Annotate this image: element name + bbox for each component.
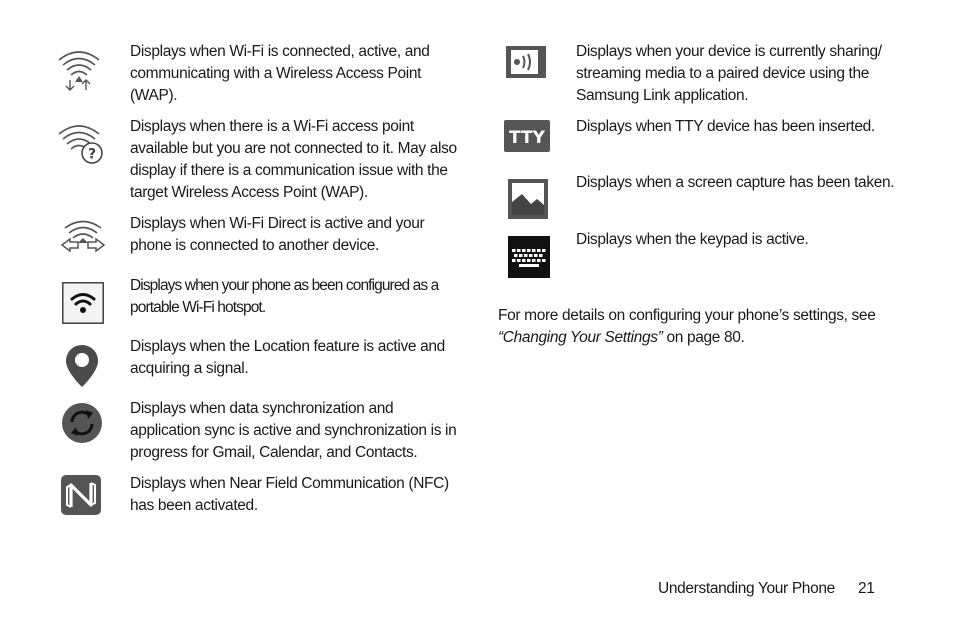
footer-section-title: Understanding Your Phone [658, 580, 835, 597]
settings-note-text: For more details on configuring your phone’s settings, see [498, 307, 876, 324]
tty-description: Displays when TTY device has been inserted. [576, 118, 875, 135]
screenshot-icon [507, 178, 549, 220]
location-icon [65, 344, 99, 388]
nfc-description: Displays when Near Field Communication (NFC) has been activated. [130, 475, 449, 514]
media-sharing-description: Displays when your device is currently sharing/ streaming media to a paired device using the Samsung Link application. [576, 43, 882, 104]
wifi-available-icon [56, 120, 104, 168]
wifi-direct-description: Displays when Wi-Fi Direct is active and your phone is connected to another device. [130, 215, 425, 254]
keypad-icon [508, 236, 550, 278]
settings-note [498, 305, 918, 349]
page-number: 21 [858, 580, 875, 597]
settings-note-page: on page 80. [662, 329, 745, 346]
media-sharing-icon [505, 45, 547, 79]
sync-icon [61, 402, 103, 444]
tty-icon-label: TTY [509, 128, 545, 148]
wifi-available-description: Displays when there is a Wi-Fi access point available but you are not connected to it. May also display if there is a communication issue with the target Wireless Access Point (WAP). [130, 118, 457, 201]
wifi-active-icon [56, 46, 102, 92]
nfc-icon [61, 475, 101, 515]
location-description: Displays when the Location feature is active and acquiring a signal. [130, 338, 445, 377]
wifi-active-description: Displays when Wi-Fi is connected, active, and communicating with a Wireless Access Point (WAP). [130, 43, 430, 104]
sync-description: Displays when data synchronization and application sync is active and synchronization is in progress for Gmail, Calendar, and Contacts. [130, 400, 457, 461]
keypad-description: Displays when the keypad is active. [576, 231, 809, 248]
wifi-direct-icon [60, 218, 106, 254]
wifi-hotspot-description: Displays when your phone as been configured as a portable Wi-Fi hotspot. [130, 277, 439, 316]
wifi-hotspot-icon [62, 282, 104, 324]
changing-settings-link[interactable]: “Changing Your Settings” [498, 329, 663, 346]
tty-icon [504, 120, 550, 152]
screenshot-description: Displays when a screen capture has been taken. [576, 174, 895, 191]
svg-text:?: ? [87, 146, 97, 163]
